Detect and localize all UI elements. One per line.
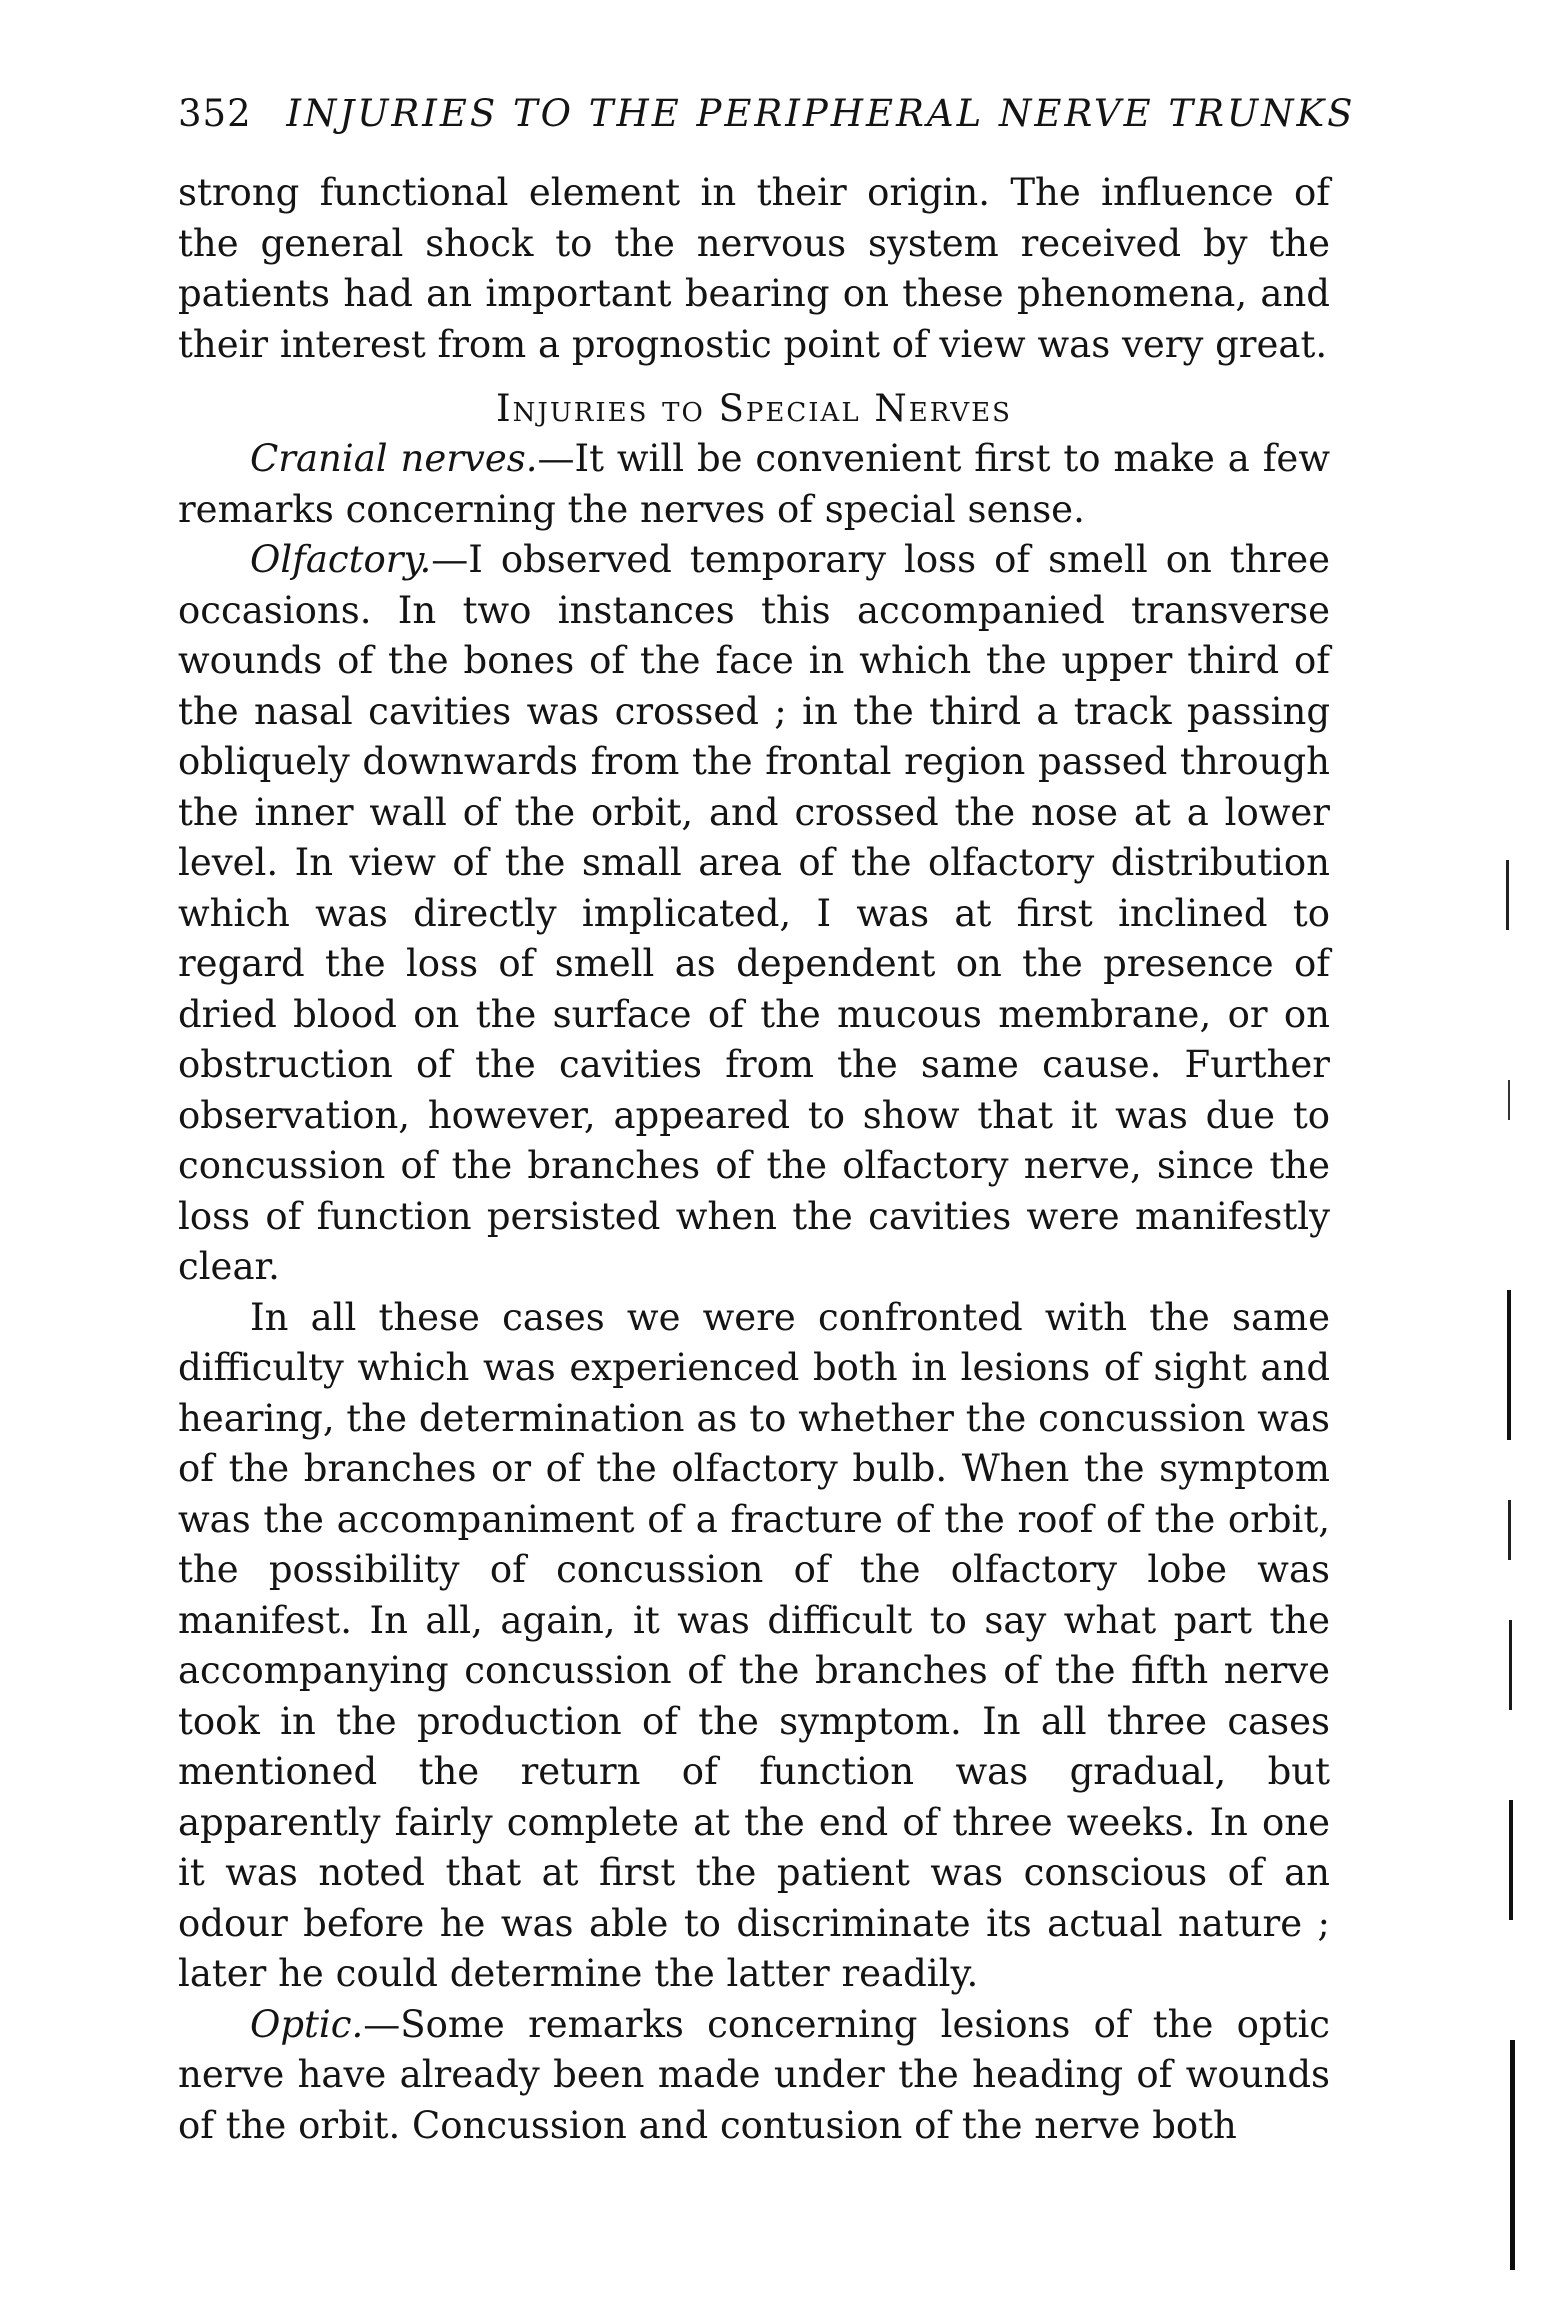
section-heading: Injuries to Special Nerves (496, 387, 1012, 430)
scan-edge-shadow (1500, 820, 1530, 2300)
olfactory-text: —I observed temporary loss of smell on three occasions. In two instances this accompanied transverse wounds of the bones of the face in which the upper third of the nasal cavities was crossed ; in the third a track passing obliquely downwards from the frontal region passed through the inner wall of the orbit, and crossed the nose at a lower level. In view of the small area of the olfactory distribution which was directly implicated, I was at first inclined to regard the loss of smell as dependent on the presence of dried blood on the surface of the mucous membrane, or on obstruction of the cavities from the same cause. Further observation, however, appeared to show that it was due to concussion of the branches of the olfactory nerve, since the loss of function persisted when the cavities were manifestly clear. (178, 538, 1330, 1288)
cranial-nerves-text: —It will be convenient first to make a few remarks concerning the nerves of special sense. (178, 437, 1330, 531)
paragraph-continuation: strong functional element in their origin. The influence of the general shock to the nervous system received by the patients had an important bearing on these phenomena, and their interest from a prognostic point of view was very great. (178, 171, 1330, 366)
cranial-nerves-lead: Cranial nerves. (250, 437, 538, 480)
paragraph-olfactory (178, 535, 1330, 1293)
paragraph-optic (178, 2000, 1330, 2152)
optic-text: —Some remarks concerning lesions of the optic nerve have already been made under the heading of wounds of the orbit. Concussion and contusion of the nerve both (178, 2002, 1330, 2147)
optic-lead: Optic. (250, 2002, 364, 2046)
running-title: INJURIES TO THE PERIPHERAL NERVE TRUNKS (286, 92, 1356, 135)
body-text (178, 168, 1330, 2151)
running-header (178, 92, 1356, 135)
paragraph-cranial-nerves (178, 434, 1330, 535)
page-number: 352 (178, 92, 252, 135)
paragraph-all-cases: In all these cases we were confronted with the same difficulty which was experienced both in lesions of sight and hearing, the determination as to whether the concussion was of the branches or of the olfactory bulb. When the symptom was the accompaniment of a fracture of the roof of the orbit, the possibility of concussion of the olfactory lobe was manifest. In all, again, it was difficult to say what part the accompanying concussion of the branches of the fifth nerve took in the production of the symptom. In all three cases mentioned the return of function was gradual, but apparently fairly complete at the end of three weeks. In one it was noted that at first the patient was conscious of an odour before he was able to discriminate its actual nature ; later he could determine the latter readily. (178, 1295, 1330, 1995)
olfactory-lead: Olfactory. (250, 538, 432, 581)
